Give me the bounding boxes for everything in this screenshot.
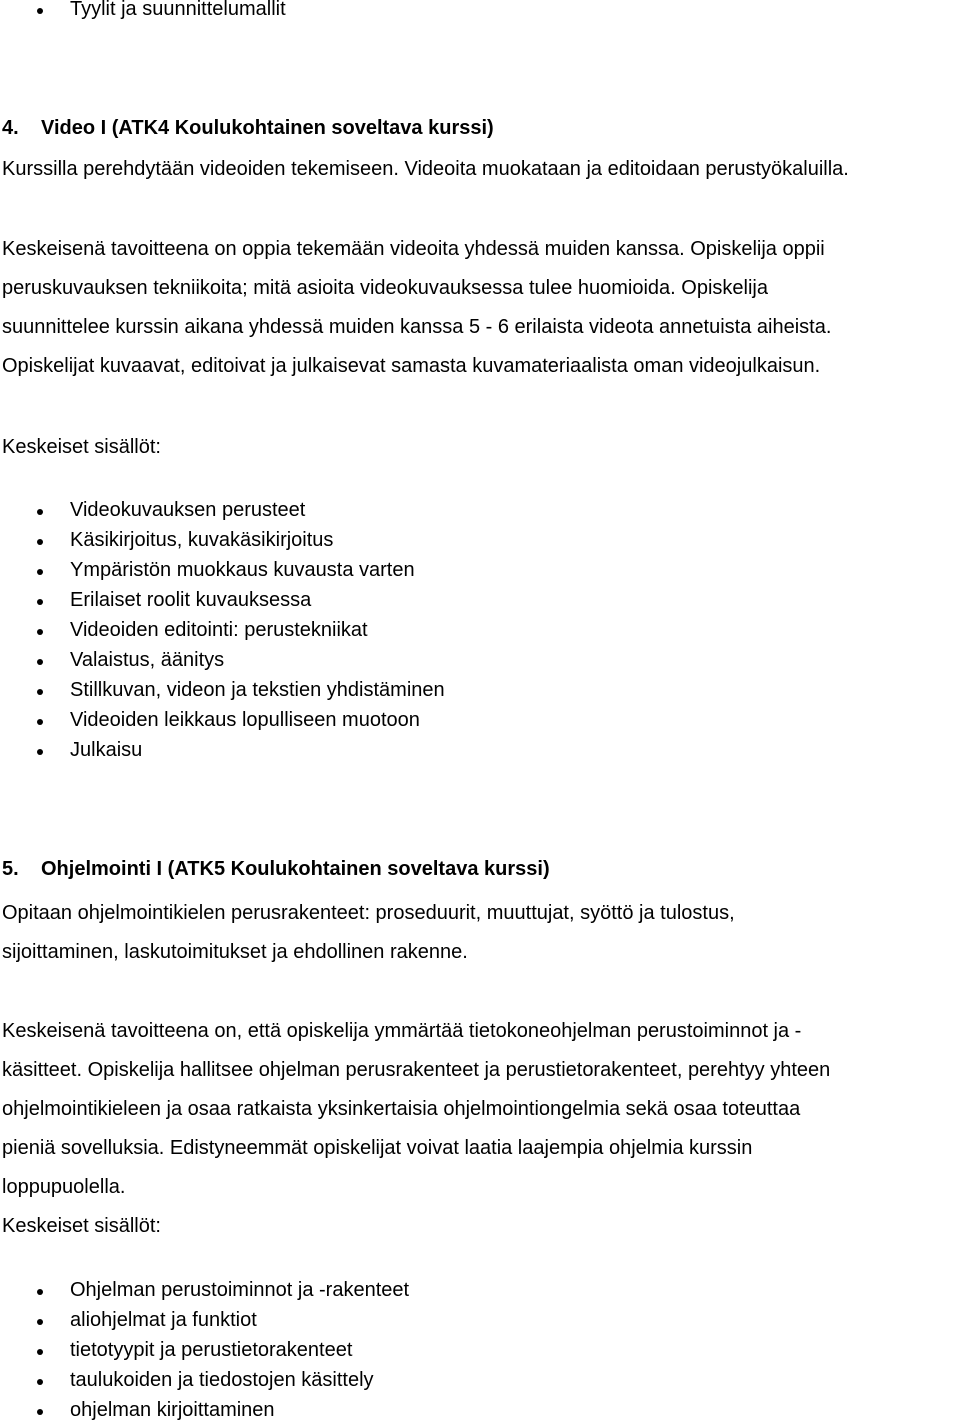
paragraph-line: Opiskelijat kuvaavat, editoivat ja julkaisevat samasta kuvamateriaalista oman videojulkaisun. [2,355,821,377]
paragraph-line: käsitteet. Opiskelija hallitsee ohjelman perusrakenteet ja perustietorakenteet, perehtyy yhteen [2,1059,831,1081]
section-number: 5. [2,858,19,880]
section-title: Video I (ATK4 Koulukohtainen soveltava kurssi) [41,117,494,139]
section-heading [2,857,550,881]
bullet-icon [37,1349,43,1355]
list-item: tietotyypit ja perustietorakenteet [0,1338,409,1368]
paragraph-line: sijoittaminen, laskutoimitukset ja ehdollinen rakenne. [2,941,468,963]
bullet-icon [37,569,43,575]
bullet-icon [37,749,43,755]
list-item: Videoiden leikkaus lopulliseen muotoon [0,708,445,738]
list-item: Julkaisu [0,738,445,768]
section-number: 4. [2,117,19,139]
section-intro: Kurssilla perehdytään videoiden tekemiseen. Videoita muokataan ja editoidaan perustyökaluilla. [2,158,849,180]
list-item: Tyylit ja suunnittelumallit [0,0,286,27]
bullet-icon [37,1319,43,1325]
paragraph-line: Opitaan ohjelmointikielen perusrakenteet: proseduurit, muuttujat, syöttö ja tulostus, [2,902,735,924]
bullet-icon [37,599,43,605]
bullet-icon [37,659,43,665]
section-heading [2,116,494,140]
contents-list [0,498,445,768]
bullet-icon [37,689,43,695]
list-item: Erilaiset roolit kuvauksessa [0,588,445,618]
paragraph-line: ohjelmointikieleen ja osaa ratkaista yksinkertaisia ohjelmointiongelmia sekä osaa toteuttaa [2,1098,801,1120]
contents-list [0,1278,409,1428]
bullet-icon [37,1379,43,1385]
list-item: ohjelman kirjoittaminen [0,1398,409,1428]
list-item: Stillkuvan, videon ja tekstien yhdistäminen [0,678,445,708]
bullet-icon [37,719,43,725]
paragraph-line: Keskeisenä tavoitteena on oppia tekemään videoita yhdessä muiden kanssa. Opiskelija oppii [2,238,825,260]
bullet-icon [37,509,43,515]
top-bullet-list [0,0,286,27]
paragraph-line: Keskeisenä tavoitteena on, että opiskelija ymmärtää tietokoneohjelman perustoiminnot ja - [2,1020,802,1042]
bullet-icon [37,1409,43,1415]
list-item: Valaistus, äänitys [0,648,445,678]
bullet-icon [37,629,43,635]
list-item: Videokuvauksen perusteet [0,498,445,528]
contents-label: Keskeiset sisällöt: [2,436,161,458]
list-item: taulukoiden ja tiedostojen käsittely [0,1368,409,1398]
bullet-icon [37,539,43,545]
bullet-icon [37,8,43,14]
list-item: aliohjelmat ja funktiot [0,1308,409,1338]
list-item: Ohjelman perustoiminnot ja -rakenteet [0,1278,409,1308]
paragraph-line: peruskuvauksen tekniikoita; mitä asioita videokuvauksessa tulee huomioida. Opiskelija [2,277,768,299]
paragraph-line: pieniä sovelluksia. Edistyneemmät opiskelijat voivat laatia laajempia ohjelmia kurssin [2,1137,753,1159]
contents-label: Keskeiset sisällöt: [2,1215,161,1237]
bullet-icon [37,1289,43,1295]
list-item: Käsikirjoitus, kuvakäsikirjoitus [0,528,445,558]
paragraph-line: loppupuolella. [2,1176,126,1198]
list-item: Ympäristön muokkaus kuvausta varten [0,558,445,588]
paragraph-line: suunnittelee kurssin aikana yhdessä muiden kanssa 5 - 6 erilaista videota annetuista aiheista. [2,316,832,338]
list-item: Videoiden editointi: perustekniikat [0,618,445,648]
section-title: Ohjelmointi I (ATK5 Koulukohtainen soveltava kurssi) [41,858,550,880]
